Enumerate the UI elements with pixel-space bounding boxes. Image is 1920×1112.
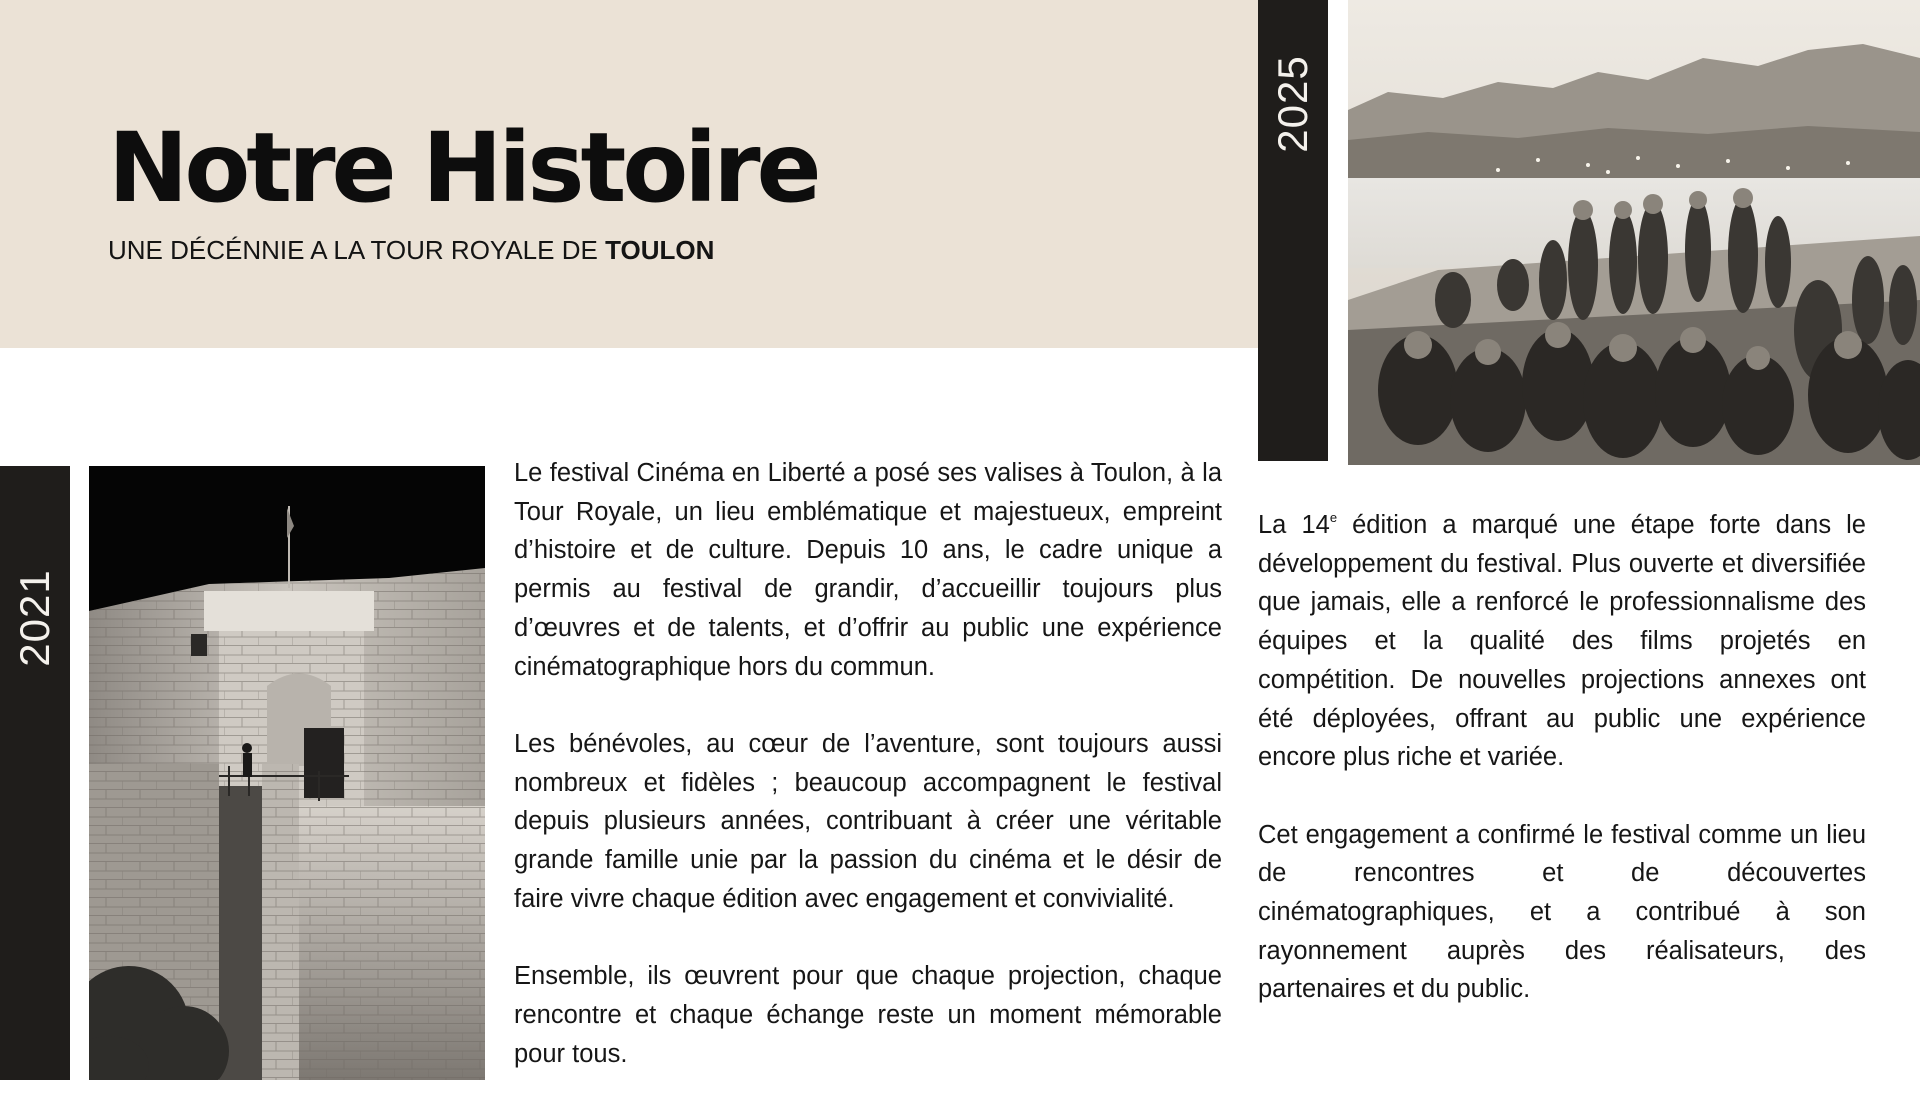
history-text-2025 <box>1258 506 1866 1048</box>
paragraph-4 <box>1258 506 1866 777</box>
edition-ordinal: e <box>1329 510 1338 525</box>
paragraph-4-text: édition a marqué une étape forte dans le développement du festival. Plus ouverte et diversifiée que jamais, elle a renforcé le professionnalisme des équipes et la qualité des films projetés en compétition. De nouvelles projections annexes ont été déployées, offrant au public une expérience encore plus riche et variée. <box>1258 511 1866 772</box>
edition-number: La 14 <box>1258 511 1330 539</box>
festival-crowd-photo <box>1348 0 1920 465</box>
subtitle-text: UNE DÉCÉNNIE A LA TOUR ROYALE DE <box>108 235 598 265</box>
paragraph-3: Ensemble, ils œuvrent pour que chaque projection, chaque rencontre et chaque échange reste un moment mémorable pour tous. <box>514 962 1222 1068</box>
year-label-2021: 2021 <box>11 569 58 667</box>
header-band <box>0 0 1258 348</box>
paragraph-2: Les bénévoles, au cœur de l’aventure, sont toujours aussi nombreux et fidèles ; beaucoup accompagnent le festival depuis plusieurs années, contribuant à créer une véritable grande famille unie par la passion du cinéma et le désir de faire vivre chaque édition avec engagement et convivialité. <box>514 729 1222 913</box>
year-label-2025: 2025 <box>1269 55 1316 153</box>
year-bar-2025 <box>1258 0 1328 461</box>
page-title: Notre Histoire <box>108 112 818 224</box>
history-text-2021 <box>514 454 1222 1112</box>
page-subtitle <box>108 234 714 266</box>
paragraph-5: Cet engagement a confirmé le festival comme un lieu de rencontres et de découvertes cinématographiques, et a contribué à son rayonnement auprès des réalisateurs, des partenaires et du public. <box>1258 820 1866 1004</box>
subtitle-city: TOULON <box>605 235 715 265</box>
paragraph-1: Le festival Cinéma en Liberté a posé ses valises à Toulon, à la Tour Royale, un lieu emblématique et majestueux, empreint d’histoire et de culture. Depuis 10 ans, le cadre unique a permis au festival de grandir, d’accueillir toujours plus d’œuvres et de talents, et d’offrir au public une expérience cinématographique hors du commun. <box>514 459 1222 681</box>
year-bar-2021 <box>0 466 70 1080</box>
tour-royale-photo <box>89 466 485 1080</box>
